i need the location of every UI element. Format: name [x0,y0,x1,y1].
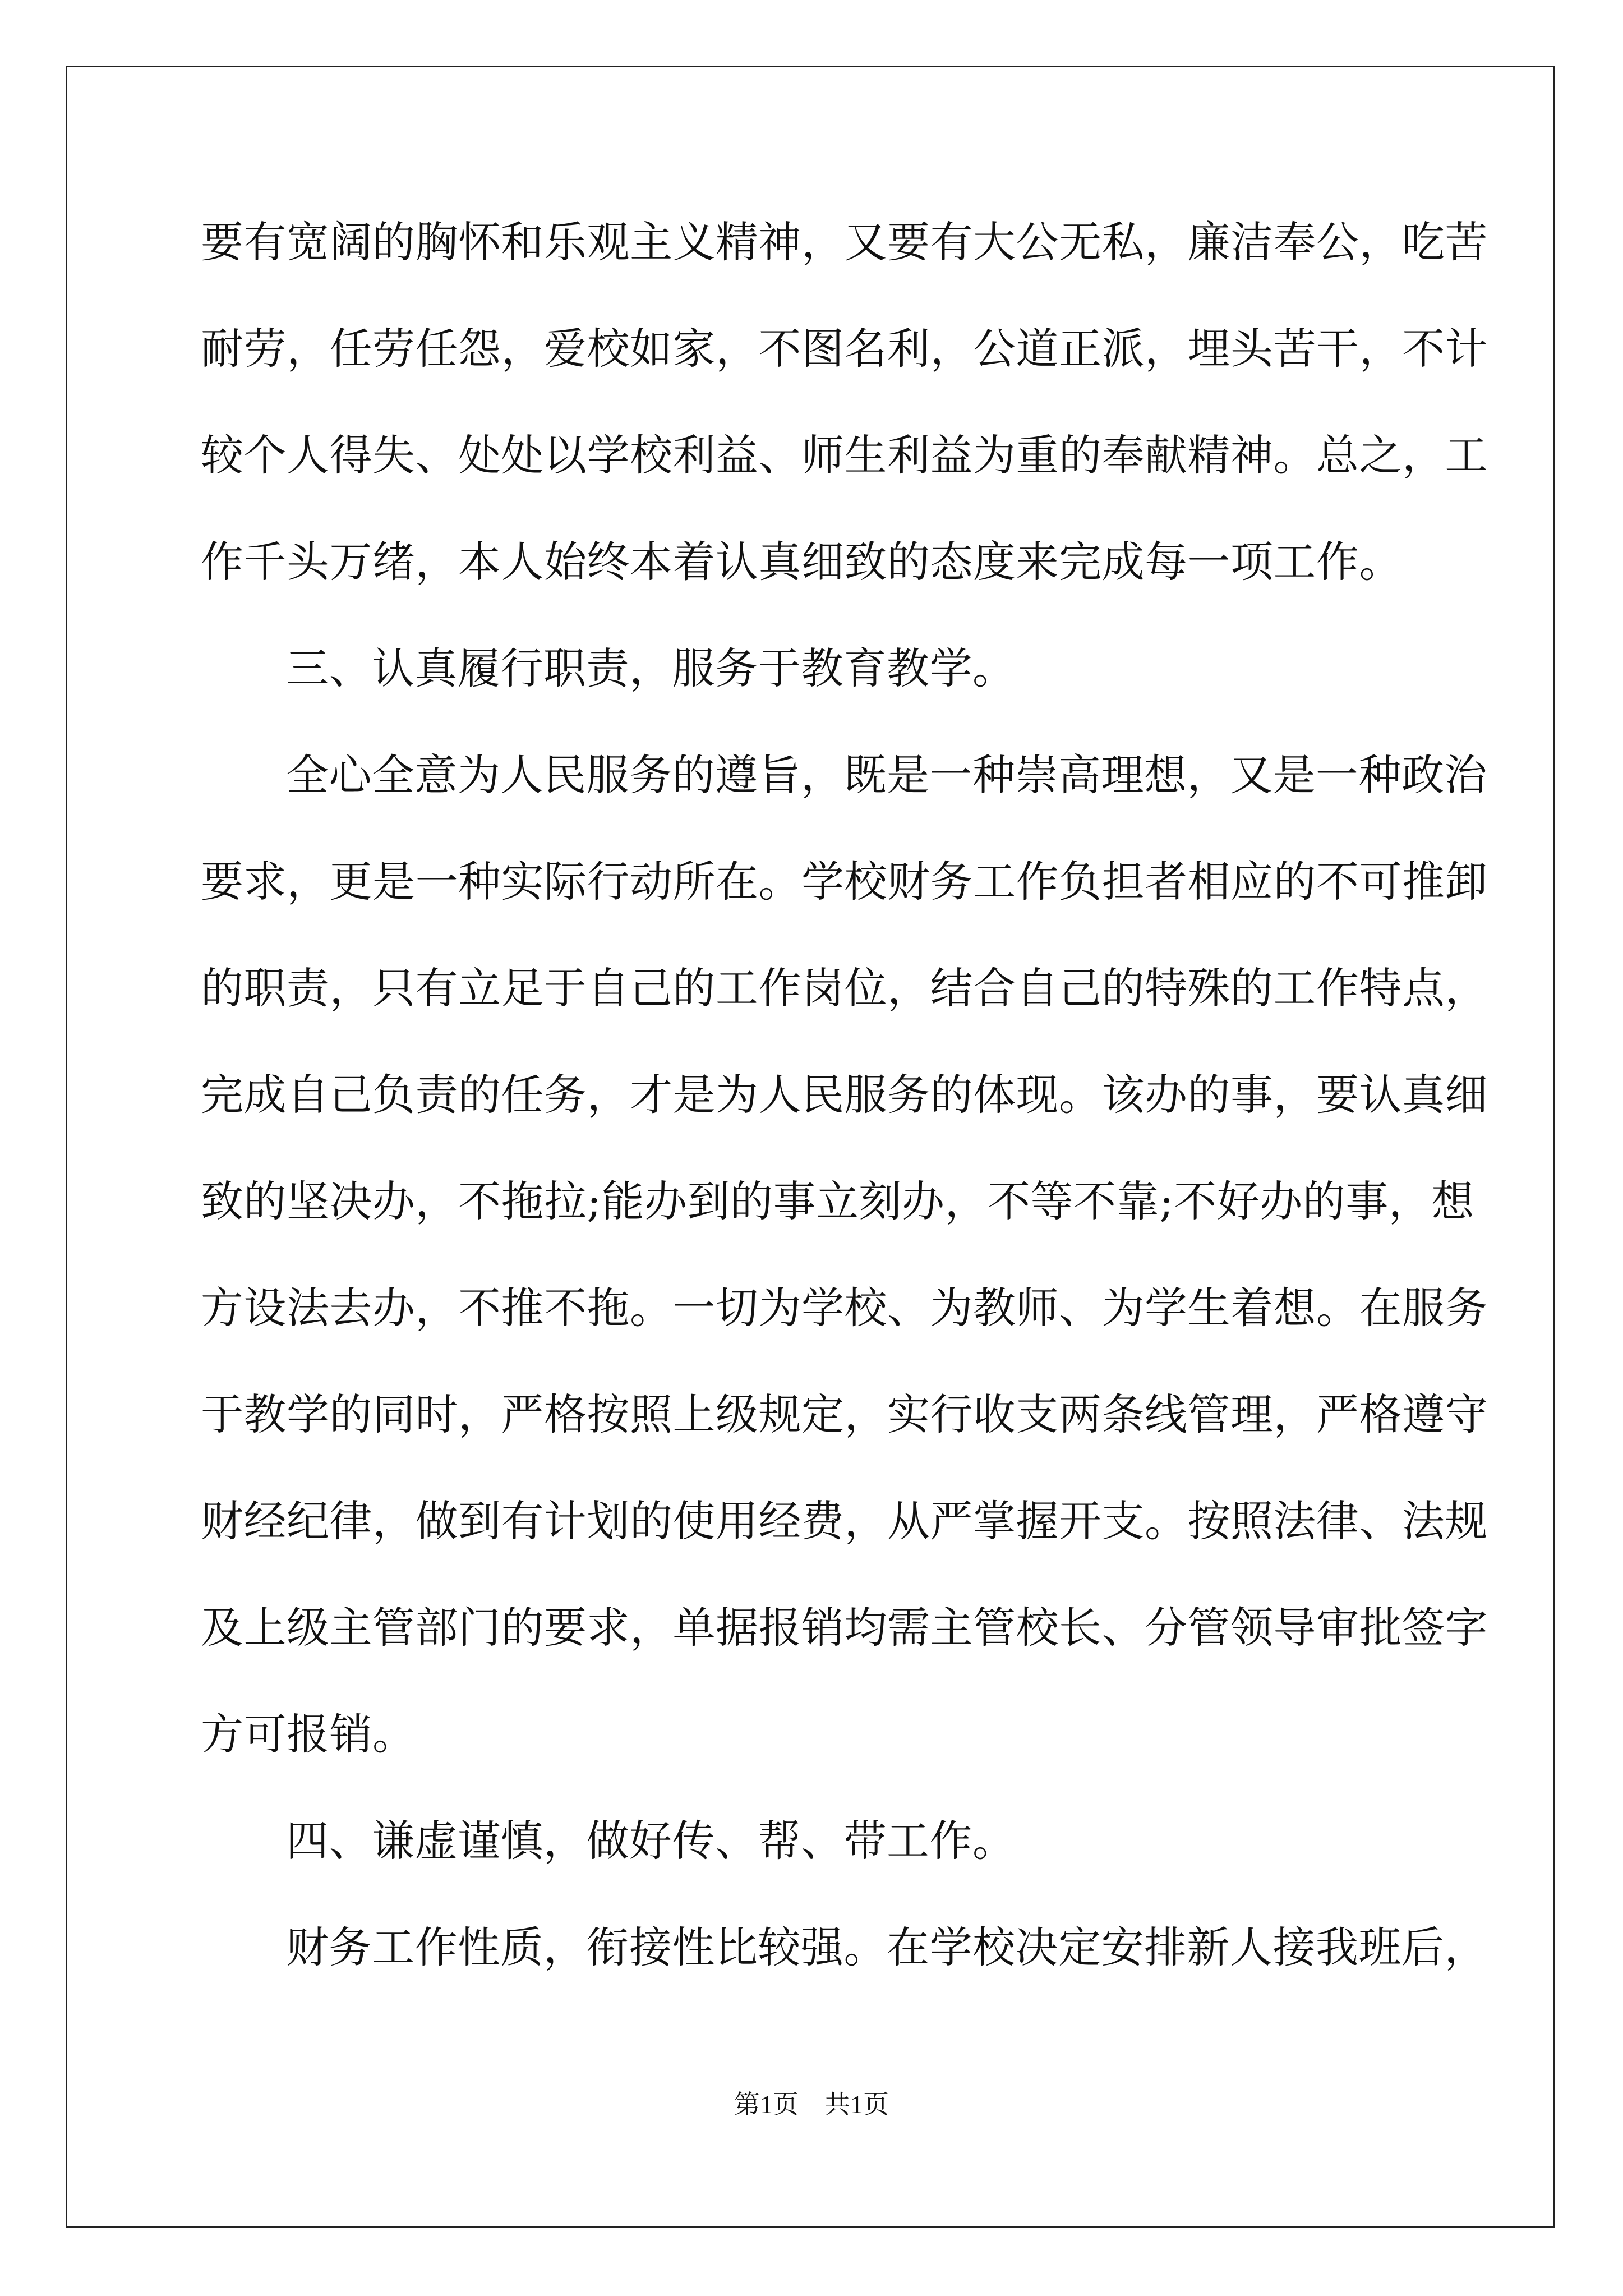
text-line: 及上级主管部门的要求，单据报销均需主管校长、分管领导审批签字 [201,1603,1488,1653]
text-line: 财务工作性质，衔接性比较强。在学校决定安排新人接我班后， [286,1922,1487,1972]
text-line: 方设法去办，不推不拖。一切为学校、为教师、为学生着想。在服务 [201,1283,1488,1333]
section-heading: 三、认真履行职责，服务于教育教学。 [286,643,1016,693]
text-line: 要有宽阔的胸怀和乐观主义精神，又要有大公无私，廉洁奉公，吃苦 [201,217,1488,267]
text-line: 完成自己负责的任务，才是为人民服务的体现。该办的事，要认真细 [201,1070,1488,1120]
page-footer: 第1页 共1页 [734,2090,889,2119]
text-line: 耐劳，任劳任怨，爱校如家，不图名利，公道正派，埋头苦干，不计 [201,324,1488,374]
text-line: 致的坚决办，不拖拉;能办到的事立刻办，不等不靠;不好办的事，想 [201,1176,1474,1226]
text-line: 于教学的同时，严格按照上级规定，实行收支两条线管理，严格遵守 [201,1389,1488,1439]
text-line: 较个人得失、处处以学校利益、师生利益为重的奉献精神。总之，工 [201,430,1488,480]
section-heading: 四、谦虚谨慎，做好传、帮、带工作。 [286,1816,1016,1866]
text-line: 方可报销。 [201,1709,416,1759]
document-body [201,214,1488,2026]
text-line: 的职责，只有立足于自己的工作岗位，结合自己的特殊的工作特点， [201,963,1488,1013]
text-line: 全心全意为人民服务的遵旨，既是一种崇高理想，又是一种政治 [286,750,1487,800]
text-line: 财经纪律，做到有计划的使用经费，从严掌握开支。按照法律、法规 [201,1496,1488,1546]
text-line: 作千头万绪，本人始终本着认真细致的态度来完成每一项工作。 [201,537,1402,587]
text-line: 要求，更是一种实际行动所在。学校财务工作负担者相应的不可推卸 [201,857,1488,907]
